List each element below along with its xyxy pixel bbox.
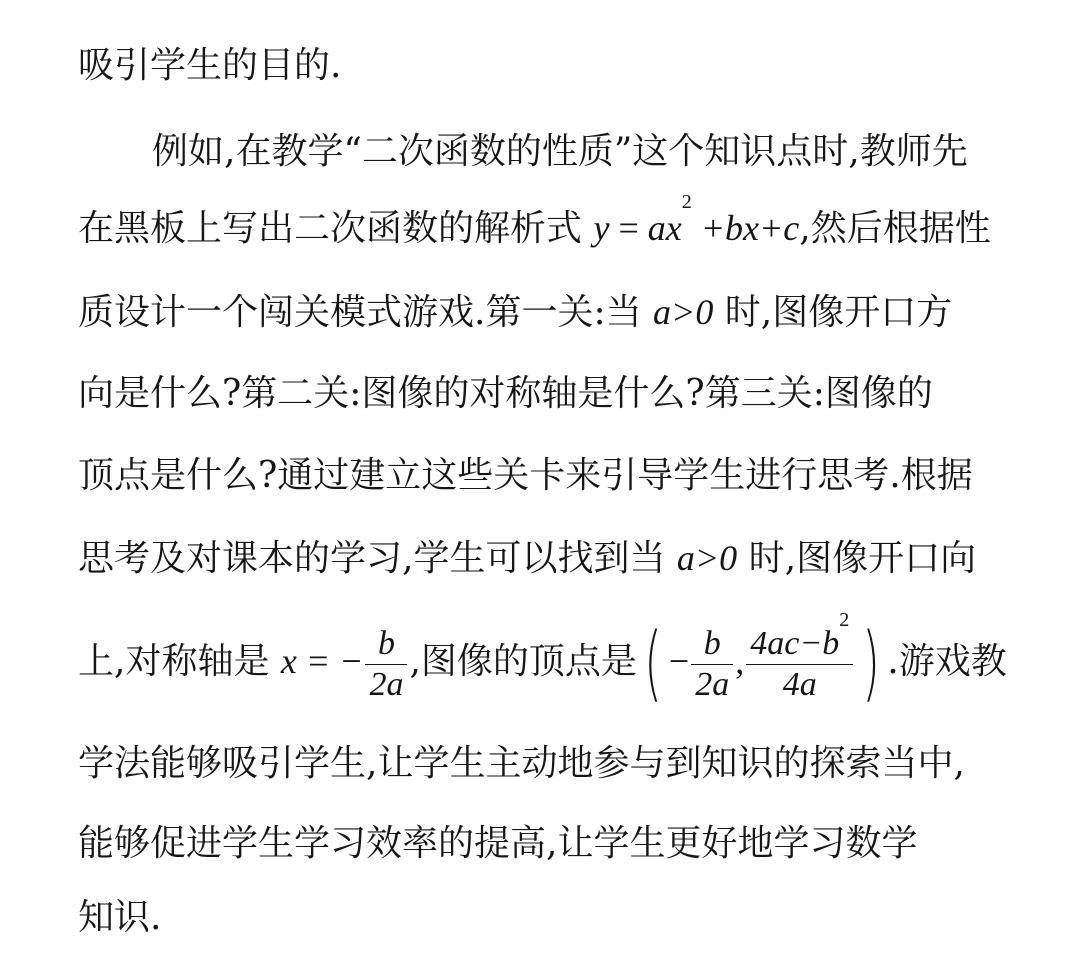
text-line-1: [78, 44, 341, 88]
math-exponent: 2: [681, 191, 692, 213]
fraction-denominator: 4a: [782, 665, 817, 703]
math-expr: +bx+c: [691, 208, 800, 248]
text: 吸引学生的目的.: [78, 45, 342, 86]
text-line-3: [78, 191, 991, 250]
text: ,然后根据性: [799, 208, 991, 249]
math-op: =: [609, 208, 648, 248]
math-var: x = −: [280, 641, 364, 681]
text: 学法能够吸引学生,让学生主动地参与到知识的探索当中,: [78, 743, 965, 784]
math-exponent: 2: [839, 608, 850, 631]
fraction-numerator: b: [365, 624, 407, 665]
text: 时,图像开口向: [737, 538, 977, 579]
text-line-8: [78, 608, 1007, 711]
math-op: −: [668, 641, 690, 681]
text-line-7: [78, 536, 976, 580]
text-line-4: [78, 290, 952, 334]
text-line-6: [78, 454, 973, 498]
fraction-denominator: 2a: [695, 665, 730, 703]
text: 上,对称轴是: [78, 641, 281, 682]
left-paren: (: [644, 616, 662, 711]
math-condition: a>0: [676, 538, 738, 578]
text: 顶点是什么?通过建立这些关卡来引导学生进行思考.根据: [78, 455, 973, 496]
text: ,图像的顶点是: [409, 641, 637, 682]
text: 时,图像开口方: [713, 292, 953, 333]
text-line-2: [152, 130, 968, 174]
math-comma: ,: [735, 641, 745, 681]
text: 能够促进学生学习效率的提高,让学生更好地学习数学: [78, 823, 918, 864]
fraction-vertex-x: [691, 624, 733, 705]
text: 向是什么?第二关:图像的对称轴是什么?第三关:图像的: [78, 373, 933, 414]
text: 例如,在教学“二次函数的性质”这个知识点时,教师先: [152, 131, 968, 172]
text-line-5: [78, 372, 933, 416]
text-line-10: [78, 822, 917, 866]
fraction-numerator: b: [691, 624, 733, 665]
right-paren: ): [862, 616, 881, 711]
numerator-text: 4ac−b: [750, 624, 840, 662]
fraction-denominator: 2a: [369, 665, 404, 703]
text-line-11: [78, 896, 161, 940]
text: 知识.: [78, 897, 162, 938]
text-line-9: [78, 742, 965, 786]
text: 在黑板上写出二次函数的解析式: [78, 208, 594, 249]
math-condition: a>0: [653, 292, 714, 332]
text: 质设计一个闯关模式游戏.第一关:当: [78, 292, 654, 333]
fraction-numerator: [746, 608, 853, 665]
text: 思考及对课本的学习,学生可以找到当: [78, 538, 677, 579]
fraction-vertex-y: [746, 608, 853, 705]
math-var: ax: [647, 208, 682, 248]
text: .游戏教: [887, 641, 1007, 682]
fraction-axis: [365, 624, 407, 705]
math-var: y: [593, 208, 610, 248]
